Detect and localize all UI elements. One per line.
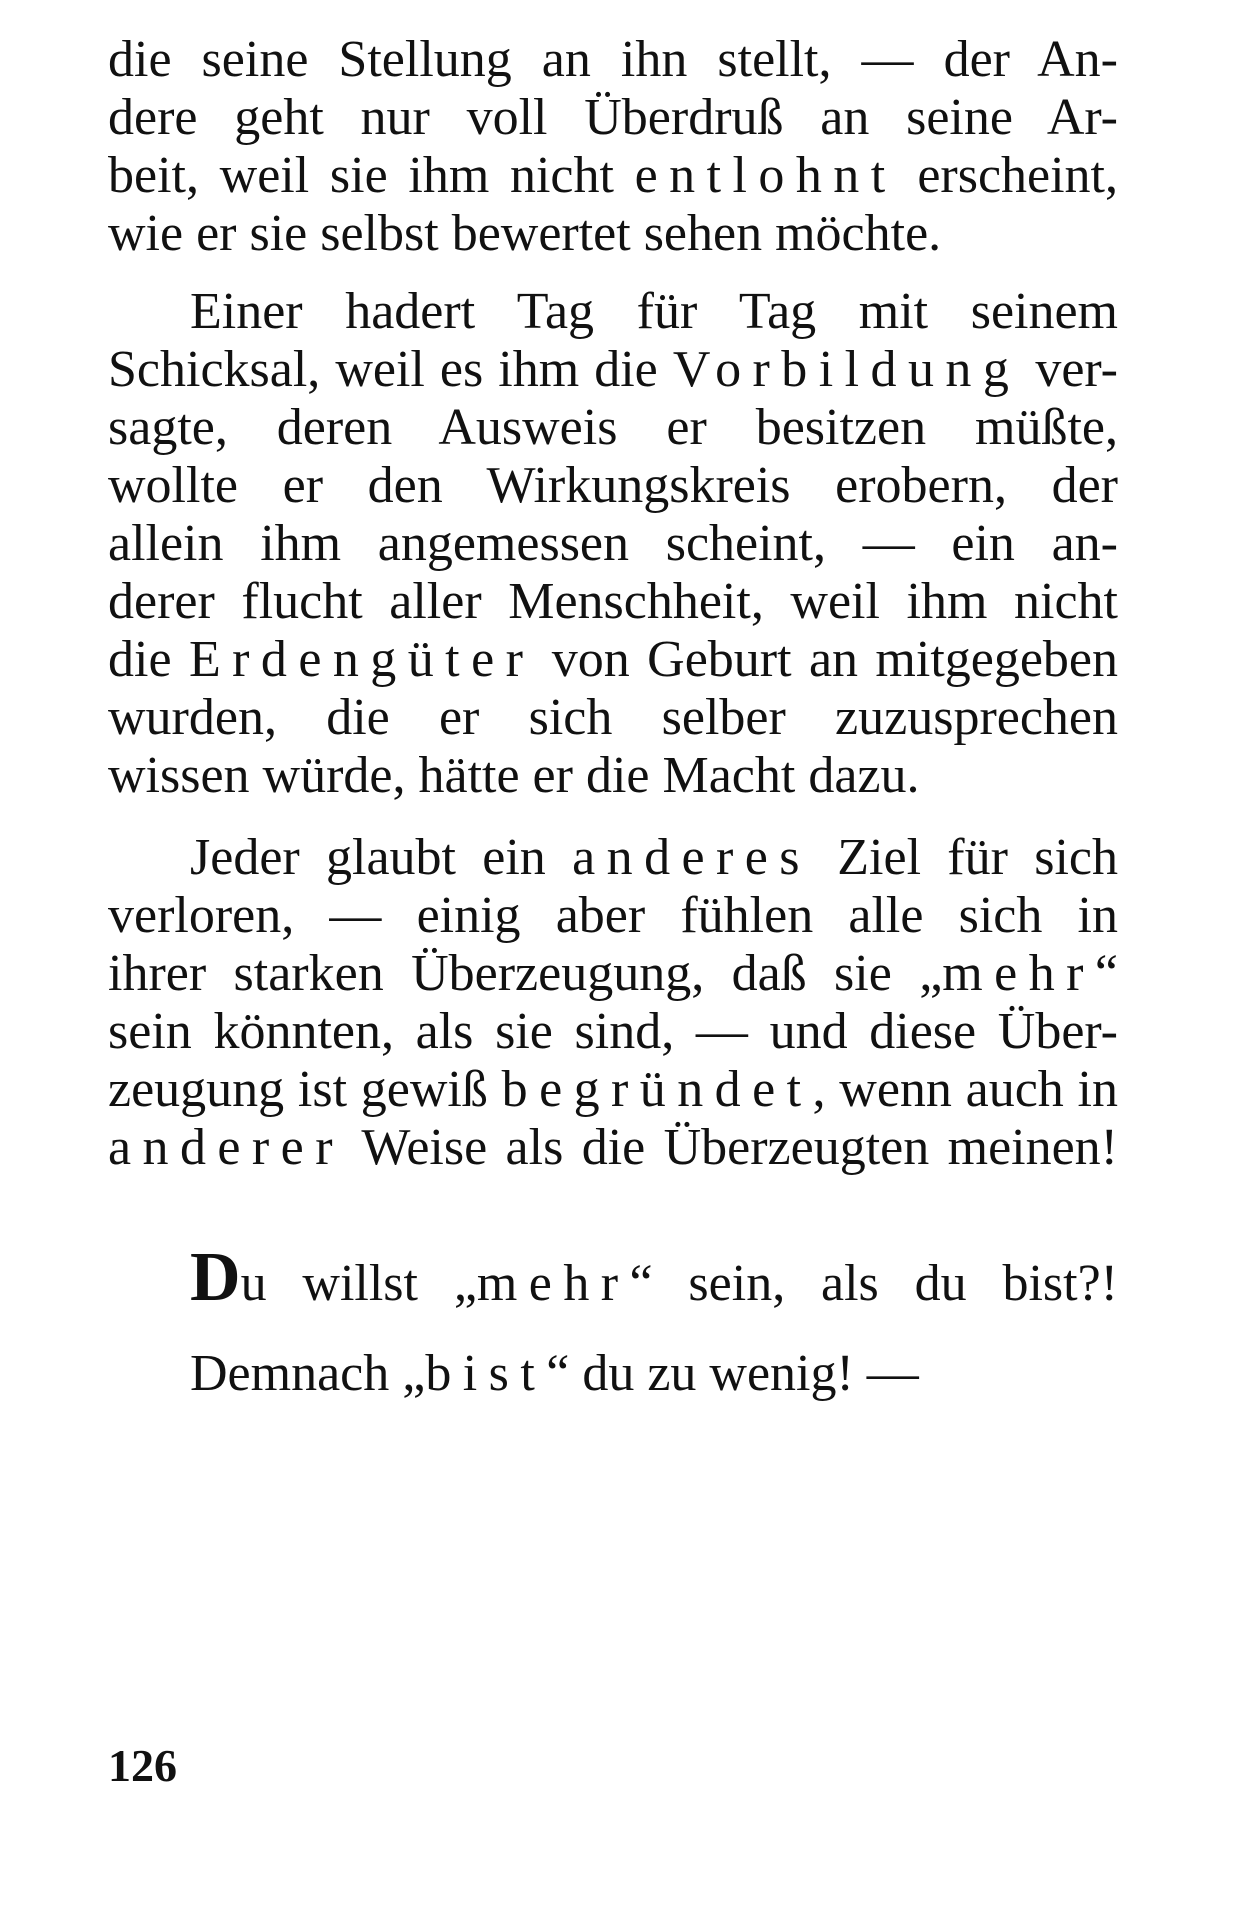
text-line: wie er sie selbst bewertet sehen möchte.: [108, 205, 942, 262]
text-line: beit, weil sie ihm nicht entlohnt erscheint,: [108, 147, 1118, 204]
emphasis-spaced: bist: [425, 1345, 547, 1402]
text-line: die seine Stellung an ihn stellt, — der An-: [108, 31, 1118, 88]
emphasis-spaced: mehr: [942, 945, 1095, 1002]
text-line: Jeder glaubt ein anderes Ziel für sich: [190, 829, 1119, 886]
callout-line: Du willst „mehr“ sein, als du bist?!: [190, 1239, 1118, 1316]
text-line: wurden, die er sich selber zuzusprechen: [108, 689, 1118, 746]
text-line: wissen würde, hätte er die Macht dazu.: [108, 747, 920, 804]
emphasis-spaced: entlohnt: [634, 147, 897, 204]
text-line: anderer Weise als die Überzeugten meinen!: [108, 1119, 1118, 1176]
text-line: Schicksal, weil es ihm die Vorbildung ver-: [108, 341, 1119, 398]
emphasis-spaced: mehr: [476, 1255, 630, 1312]
text-line: verloren, — einig aber fühlen alle sich in: [108, 887, 1118, 944]
text-line: zeugung ist gewiß begründet, wenn auch in: [108, 1061, 1118, 1118]
text-line: sagte, deren Ausweis er besitzen müßte,: [108, 399, 1118, 456]
text-line: allein ihm angemessen scheint, — ein an-: [108, 515, 1118, 572]
callout-line: Demnach „bist“ du zu wenig! —: [190, 1345, 919, 1402]
text-line: dere geht nur voll Überdruß an seine Ar-: [108, 89, 1118, 146]
page-number: 126: [108, 1740, 177, 1791]
text-line: wollte er den Wirkungskreis erobern, der: [108, 457, 1118, 514]
text-line: derer flucht aller Menschheit, weil ihm nicht: [108, 573, 1118, 630]
emphasis-spaced: anderes: [572, 829, 811, 886]
emphasis-spaced: anderer: [108, 1119, 344, 1176]
emphasis-spaced: begründet: [501, 1061, 813, 1118]
emphasis-spaced: Erdengüter: [188, 631, 535, 688]
text-line: die Erdengüter von Geburt an mitgegeben: [108, 631, 1119, 688]
drop-cap: D: [190, 1239, 241, 1316]
text-line: sein könnten, als sie sind, — und diese Über-: [108, 1003, 1118, 1060]
emphasis-spaced: Vorbildung: [672, 341, 1021, 398]
text-line: Einer hadert Tag für Tag mit seinem: [190, 283, 1118, 340]
text-line: ihrer starken Überzeugung, daß sie „mehr“: [108, 945, 1118, 1002]
